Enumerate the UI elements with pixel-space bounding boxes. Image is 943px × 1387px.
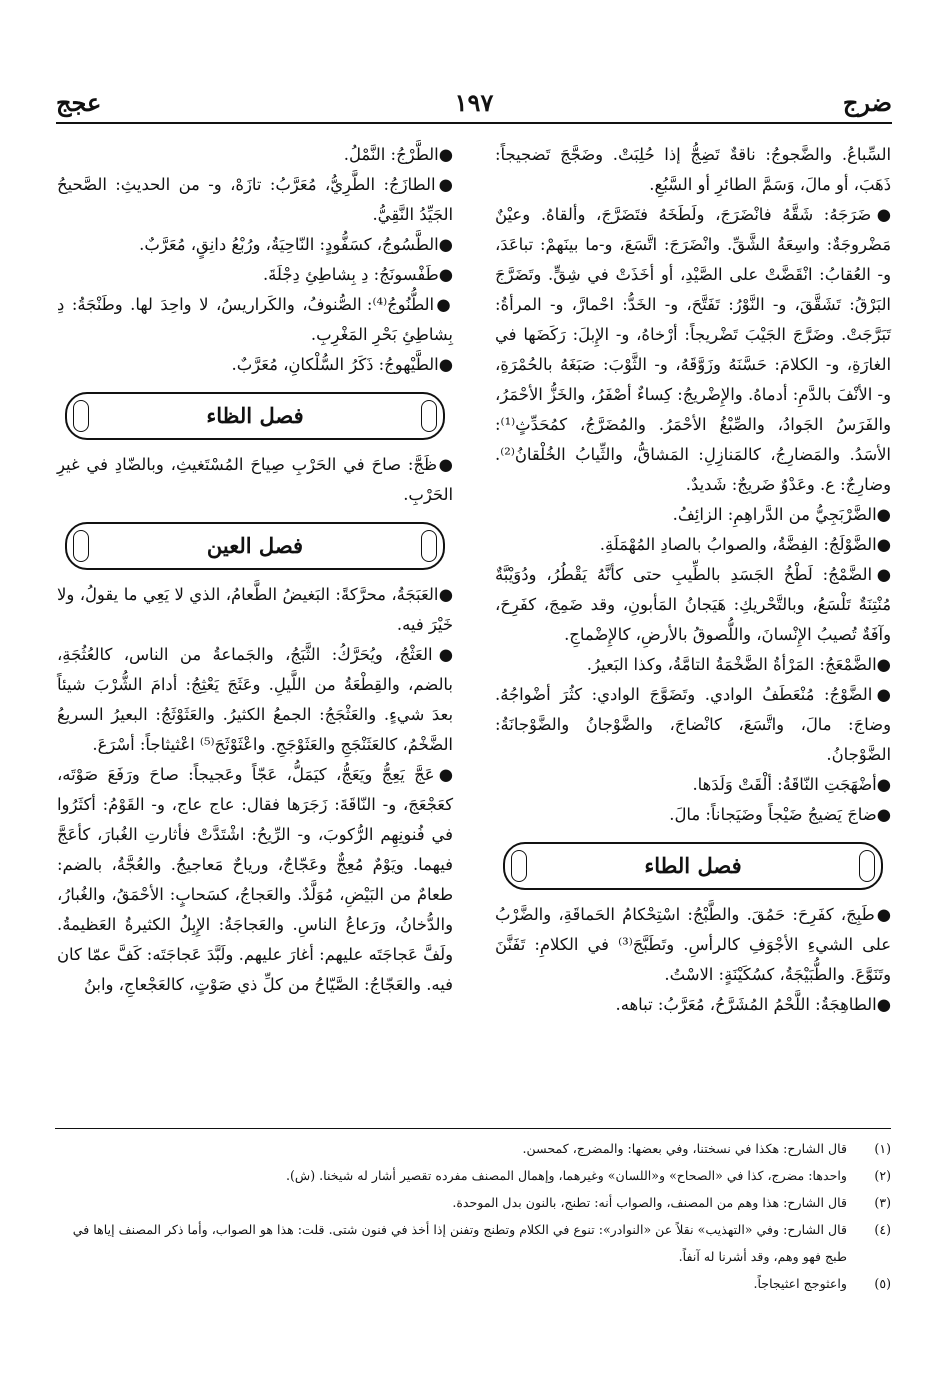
entry: ●ضَرَجَهُ: شَقَّهُ فانْضَرَجَ، ولَطَخَهُ فتَضَرَّجَ، وألقاهُ. وعيْنٌ مَضْروجَةٌ: واسِعَةُ الشَّقِّ. وانْضَرَجَ: اتَّسَعَ، و-ما بينَهمْ: تباعَدَ، و- العُقابُ: انْقَضَّتْ على الصَّيْدِ، أو أخَذَتْ في شِقٍّ. وتَضَرَّجَ البَرْقُ: تَشَقَّقَ، و- النَّوْرُ: تَفَتَّحَ، و- الخَدُّ: احْمارَّ، و- المرأةُ: تَبَرَّجَتْ. وضَرَّجَ الجَيْبَ تَضْريجاً: أرْخاهُ، و- الإِبلَ: رَكَضَها في الغارَةِ، و- الكلامَ: حَسَّنَهُ وزَوَّقَهُ، و- الثَّوْبَ: صَبَغَهُ بالحُمْرَةِ، و- الأنْفَ بالدَّمِ: أدماهُ. والإِضْريجُ: كِساءٌ أصْفَرُ، والخَزُّ الأحْمَرُ، والفَرَسُ الجَوادُ، والصِّبْغُ الأحْمَرُ. والمُضَرَّجُ، كمُحَدِّثٍ⁽¹⁾: الأسَدُ. والمَضارِجُ، كالمَنازِلِ: المَشاقُّ، والثِّيابُ الخُلْقانُ⁽²⁾. وضارِجٌ: ع. وعَدْوٌ ضَريجٌ: شَديدٌ. bbox=[495, 205, 891, 494]
entry: السِّباعُ. والضَّجوجُ: ناقةٌ تَضِجُّ إذا حُلِبَتْ. وضَجَّجَ تَضجيجاً: ذَهَبَ، أو مالَ، وَسَمَّ الطائرِ أو السَّبُعِ. bbox=[495, 145, 891, 194]
section-title-ain: فصل العين bbox=[206, 533, 304, 558]
footnote-text: قال الشارح: وفي «التهذيب» نقلاً عن «النوادر»: تنوع في الكلام وتطنج وتفنن إذا أخذ في فنون شتى. قلت: هذا هو الصواب، وأما ذكر المصنف إياها في طبج فهو وهم، وقد أشرنا له آنفاً. bbox=[72, 1222, 847, 1264]
footnote-number: (٢) bbox=[874, 1168, 891, 1183]
right-column bbox=[495, 140, 891, 1020]
header-root-word-right: ضرج bbox=[842, 88, 892, 117]
entry: ●الضَّوْجُ: مُنْعَطَفُ الوادي. وتَضَوَّجَ الوادي: كثُرَ أضْواجُهُ. وضاجَ: مالَ، واتَّسَعَ، كانْضاجَ، والضَّوْجانُ والضَّوْجانَةُ: الضَّوْجانُ. bbox=[495, 685, 891, 764]
section-heading-box bbox=[65, 392, 445, 440]
entry: ●عَجَّ يَعِجُّ ويَعَجُّ، كيَمَلُّ، عَجّاً وعَجيجاً: صاحَ ورَفَعَ صَوْتَه، كعَجْعَجَ، و- النّاقَةَ: زَجَرَها فقال: عاج عاج، و- القَوْمُ: أكثَرُوا في فُنونِهِم الرُّكوبَ، و- الرِّيحُ: اشْتَدَّتْ فأثارتِ الغُبارَ، كأعَجَّ فيهما. ويَوْمٌ مُعِجٌّ وعَجّاجٌ، ورياحٌ مَعاجيجُ. والعُجَّةُ، بالضم: طعامٌ من البَيْضِ، مُوَلَّدٌ. والعَجاجُ، كسَحابٍ: الأحْمَقُ، والغُبارُ، والدُّخانُ، ورَعاعُ الناسِ. والعَجاجَةُ: الإِبِلُ الكثيرةُ العَظيمةُ. ولَفَّ عَجاجَتَه عليهم: أغارَ عليهم. ولَبَّدَ عَجاجَتَه: كَفَّ عمّا كان فيه. والعَجّاجُ: الصَّيّاحُ من كلِّ ذي صَوْتٍ، كالعَجْعاجِ، وابنُ bbox=[57, 765, 453, 994]
footnote-number: (٥) bbox=[874, 1276, 891, 1291]
entry: ●أضْهَجَتِ النّاقَةُ: ألْقَتْ وَلَدَها. bbox=[692, 775, 891, 794]
footnote bbox=[55, 1189, 891, 1216]
footnote-text: واحدها: مضرج، كذا في «الصحاح» و«اللسان» وغيرهما، وإهمال المصنف مفرده تقصير أشار له شيخنا. (ش). bbox=[285, 1168, 847, 1183]
entry: ●الضَّمْجُ: لَطْخُ الجَسَدِ بالطِّيبِ حتى كأنَّهُ يَقْطُرُ، ودُوَيْبَّةٌ مُنْتِنَةٌ تَلْسَعُ، وبالتَّحْريكِ: هَيَجانُ المَأبونِ، وقد ضَمِجَ، كفَرِحَ، وآفَةٌ تُصيبُ الإِنْسانَ، واللُّصوقُ بالأرضِ، كالإِضْماجِ. bbox=[495, 565, 891, 644]
section-heading-box bbox=[65, 522, 445, 570]
footnote bbox=[55, 1135, 891, 1162]
entry: ●طَبِجَ، كفَرِحَ: حَمُقَ. والطَّبْجُ: اسْتِحْكامُ الحَماقَةِ، والضَّرْبُ على الشيءِ الأجْوَفِ كالرأسِ. وتَطَبَّجَ⁽³⁾ في الكلامِ: تَفَنَّنَ وتَنَوَّعَ. والطُّبَيْجَةُ، كسُكَيْنَةٍ: الاسْتُ. bbox=[495, 905, 891, 984]
entry: ●ضاجَ يَضيجُ ضَيْجاً وضَيَجاناً: مالَ. bbox=[669, 805, 891, 824]
entry: ●العَثْجُ، ويُحَرَّكُ: الثَّبَجُ، والجَماعةُ من الناس، كالعُثُجَةِ، بالضم، والقِطْعَةُ من اللَّيلِ. وعَثَجَ يَعْثِجُ: أدامَ الشُّرْبَ شيئاً بعدَ شيءٍ. والعَثْجَجُ: الجمعُ الكثيرُ. والعَثَوْثَجُ: البعيرُ السريعُ الضَّخْمُ، كالعَثَنْجَجِ والعَثَوْجَجِ. واعْثَوْثَجَ⁽⁵⁾ اعْثيثاجاً: أسْرَعَ. bbox=[57, 645, 453, 754]
footnote-text: واعثوجج اعثيجاجاً. bbox=[753, 1276, 847, 1291]
section-heading-box bbox=[503, 842, 883, 890]
footnote-number: (١) bbox=[874, 1141, 891, 1156]
page-header bbox=[56, 88, 892, 124]
entry: ●الطَّيْهوجُ: ذَكَرُ السُّلْكانِ، مُعَرَّبٌ. bbox=[231, 355, 453, 374]
footnote-text: قال الشارح: هكذا في نسختنا، وفي بعضها: والمضرج، كمحسن. bbox=[522, 1141, 847, 1156]
entry: ●الطازَجُ: الطَّرِيُّ، مُعَرَّبُ: تازَهْ، و- من الحديثِ: الصَّحيحُ الجَيِّدُ النَّقِيُّ. bbox=[57, 175, 453, 224]
footnote-number: (٤) bbox=[874, 1222, 891, 1237]
footnotes bbox=[55, 1128, 891, 1297]
page-number: ١٩٧ bbox=[454, 88, 494, 117]
footnote bbox=[55, 1162, 891, 1189]
footnote bbox=[55, 1270, 891, 1297]
entry: ●الطَّسُوجُ، كسَفُّودٍ: النّاحِيَةُ، ورُبْعُ دانِقٍ، مُعَرَّبٌ. bbox=[139, 235, 453, 254]
entry: ●الضَّمْعَجُ: المَرْأةُ الضَّخْمَةُ التامَّةُ، وكذا البَعيرُ. bbox=[586, 655, 891, 674]
entry: ●العَبَجَةُ، محرَّكةً: البَغيضُ الطَّعامُ، الذي لا يَعِي ما يقولُ، ولا خَيْرَ فيه. bbox=[57, 585, 453, 634]
entry: ●الطَّرْجُ: النَّمْلُ. bbox=[343, 145, 453, 164]
entry: ●الضَّوْلَجُ: الفِضَّةُ، والصوابُ بالصادِ المُهْمَلَةِ. bbox=[599, 535, 891, 554]
header-root-word-left: عجج bbox=[56, 88, 102, 117]
footnote bbox=[55, 1216, 891, 1270]
section-title-taa: فصل الطاء bbox=[644, 853, 742, 878]
section-title-zaa: فصل الظاء bbox=[206, 403, 304, 428]
entry: ●طَفْسونَجُ: دِ بِشاطِئِ دِجْلَةَ. bbox=[262, 265, 453, 284]
left-column bbox=[57, 140, 453, 1000]
footnote-text: قال الشارح: هذا وهم من المصنف، والصواب أنه: تطنج، بالنون بدل الموحدة. bbox=[452, 1195, 847, 1210]
entry: ●الطاهِجَةُ: اللَّحْمُ المُشَرَّحُ، مُعَرَّبُ: تباهه. bbox=[615, 995, 891, 1014]
entry: ●الضَّرْبَجِيُّ من الدَّراهِمِ: الزائِفُ. bbox=[672, 505, 891, 524]
footnote-number: (٣) bbox=[874, 1195, 891, 1210]
entry: ●ظَجَّ: صاحَ في الحَرْبِ صِياحَ المُسْتَغيثِ، وبالضّادِ في غيرِ الحَرْبِ. bbox=[57, 455, 453, 504]
entry: ●الطُّنُوجُ⁽⁴⁾: الصُّنوفُ، والكَراريسُ، لا واحِدَ لها. وطَنْجَةُ: دِ بِشاطِئِ بَحْرِ المَغْرِبِ. bbox=[57, 295, 453, 344]
